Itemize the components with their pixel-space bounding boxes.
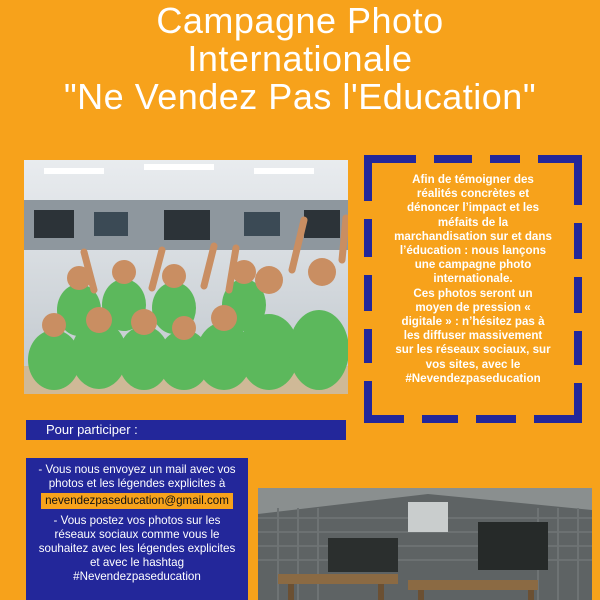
panel-line: sur les réseaux sociaux, sur — [395, 343, 551, 357]
children-classroom-photo — [24, 160, 348, 394]
panel-line: marchandisation sur et dans — [394, 229, 552, 243]
campaign-description-text — [382, 173, 564, 386]
panel-hashtag: #Nevendezpaseducation — [405, 371, 541, 385]
email-address-link[interactable]: nevendezpaseducation@gmail.com — [41, 493, 233, 509]
title-line-3: "Ne Vendez Pas l'Education" — [63, 76, 537, 117]
panel-line: l’éducation : nous lançons — [399, 244, 547, 258]
shed-classroom-photo — [258, 488, 592, 600]
panel-line: internationale. — [433, 272, 513, 286]
title-line-2: Internationale — [187, 38, 413, 79]
panel-line: réalités concrètes et — [416, 187, 530, 201]
participate-heading: Pour participer : — [26, 420, 346, 440]
panel-line: les diffuser massivement — [403, 329, 543, 343]
title-line-1: Campagne Photo — [156, 0, 444, 41]
panel-line: Ces photos seront un — [413, 286, 533, 300]
instruction-line: photos et les légendes explicites à — [48, 477, 226, 490]
panel-line: vos sites, avec le — [425, 357, 521, 371]
campaign-description-panel — [364, 155, 582, 423]
panel-line: digitale » : n’hésitez pas à — [401, 315, 545, 329]
panel-line: méfaits de la — [437, 215, 509, 229]
instruction-line: réseaux sociaux comme vous le — [54, 528, 220, 541]
instruction-line: et avec le hashtag — [89, 556, 185, 569]
panel-line: une campagne photo — [414, 258, 532, 272]
instruction-line: - Vous postez vos photos sur les — [53, 514, 221, 527]
hashtag: #Nevendezpaseducation — [73, 570, 201, 583]
instruction-line: - Vous nous envoyez un mail avec vos — [38, 463, 236, 476]
poster-title — [0, 2, 600, 116]
children-photo-illustration — [24, 160, 348, 394]
participate-instructions — [26, 458, 248, 600]
panel-line: dénoncer l’impact et les — [406, 201, 540, 215]
shed-photo-illustration — [258, 488, 592, 600]
instruction-line: souhaitez avec les légendes explicites — [38, 542, 236, 555]
panel-line: Afin de témoigner des — [412, 173, 534, 186]
panel-line: moyen de pression « — [415, 300, 531, 314]
